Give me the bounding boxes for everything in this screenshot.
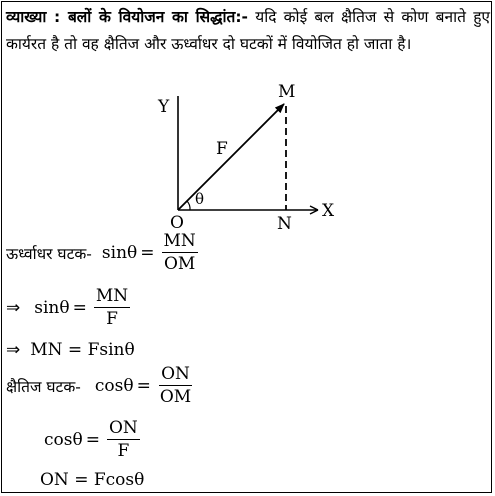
- explanation-heading: व्याख्या : बलों के वियोजन का सिद्धांत:-: [6, 8, 248, 26]
- implies-arrow-2: ⇒: [6, 340, 21, 360]
- horizontal-component-label: क्षैतिज घटक-: [6, 377, 81, 396]
- step3-lhs: cosθ: [44, 429, 83, 450]
- label-x: X: [322, 201, 335, 221]
- step3-numerator: ON: [108, 418, 138, 438]
- force-vector-line: [178, 104, 284, 210]
- label-angle: θ: [195, 190, 205, 208]
- step3-line: [44, 418, 140, 461]
- horizontal-fraction: [158, 364, 193, 407]
- step4-equation: ON = Fcosθ: [40, 470, 145, 490]
- force-resolution-diagram: [150, 82, 350, 232]
- horizontal-equals: =: [136, 375, 151, 396]
- step3-fraction: [107, 418, 140, 461]
- step2-equation: MN = Fsinθ: [30, 340, 135, 360]
- vertical-component-label: ऊर्ध्वाधर घटक-: [6, 244, 92, 263]
- angle-arc: [187, 201, 190, 210]
- implies-arrow-1: ⇒: [6, 297, 21, 318]
- vertical-equals: =: [140, 242, 155, 263]
- vertical-denominator: OM: [163, 254, 196, 274]
- label-force: F: [216, 139, 228, 159]
- vertical-numerator: MN: [163, 231, 196, 251]
- label-n: N: [277, 214, 292, 232]
- label-origin: O: [170, 213, 184, 232]
- step1-numerator: MN: [95, 286, 129, 306]
- step1-lhs: sinθ: [34, 297, 70, 318]
- label-m: M: [278, 82, 296, 102]
- step3-equals: =: [85, 429, 100, 450]
- horizontal-lhs: cosθ: [94, 375, 134, 396]
- step1-equals: =: [72, 297, 87, 318]
- vertical-fraction: [162, 231, 198, 274]
- step1-denominator: F: [106, 309, 118, 329]
- vertical-component-line: [6, 231, 198, 274]
- step1-fraction: [94, 286, 130, 329]
- horizontal-numerator: ON: [161, 364, 190, 384]
- horizontal-component-line: [6, 364, 193, 407]
- vertical-lhs: sinθ: [101, 242, 138, 263]
- label-y: Y: [158, 97, 170, 117]
- step4-line: [40, 470, 144, 490]
- step3-denominator: F: [117, 441, 130, 461]
- step2-line: [6, 340, 135, 360]
- step1-line: [6, 286, 130, 329]
- horizontal-denominator: OM: [159, 387, 192, 407]
- explanation-body: यदि कोई बल क्षैतिज से कोण बनाते हुए कार्यरत है तो वह क्षैतिज और ऊर्ध्वाधर दो घटकों में वियोजित हो जाता है।: [6, 8, 490, 53]
- explanation-paragraph: [6, 4, 490, 58]
